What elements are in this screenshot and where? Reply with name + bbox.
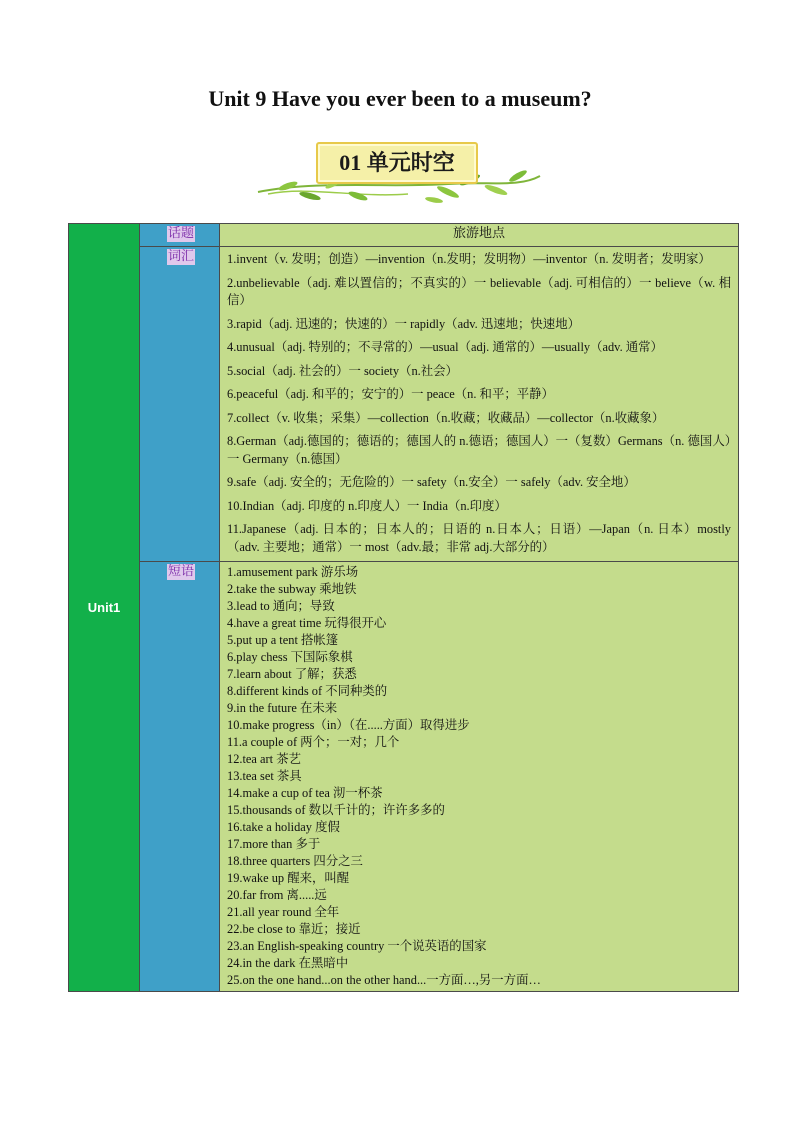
topic-value: 旅游地点 (452, 226, 505, 241)
phrase-item: 7.learn about 了解；获悉 (227, 667, 357, 681)
vocabulary-content-cell (220, 247, 739, 562)
phrase-item: 13.tea set 茶具 (227, 769, 302, 783)
phrase-item: 19.wake up 醒来，叫醒 (227, 871, 350, 885)
phrase-item: 12.tea art 茶艺 (227, 752, 301, 766)
phrase-item: 10.make progress（in）（在.....方面）取得进步 (227, 718, 470, 732)
document-title: Unit 9 Have you ever been to a museum? (208, 86, 592, 111)
vocabulary-item: 8.German（adj.德国的；德语的；德国人的 n.德语；德国人）一（复数）Germans（n. 德国人）一 Germany（n.德国） (227, 434, 731, 466)
unit-cell (69, 224, 140, 992)
phrase-item: 5.put up a tent 搭帐篷 (227, 633, 339, 647)
vocabulary-item: 11.Japanese（adj. 日本的；日本人的；日语的 n.日本人；日语）—Japan（n. 日本）mostly（adv. 主要地；通常）一 most（adv.最；非常 adj.大部分的） (227, 522, 731, 554)
phrase-item: 14.make a cup of tea 沏一杯茶 (227, 786, 383, 800)
phrase-item: 15.thousands of 数以千计的；许许多多的 (227, 803, 445, 817)
phrase-item: 16.take a holiday 度假 (227, 820, 340, 834)
topic-category-cell (140, 224, 220, 247)
phrase-item: 4.have a great time 玩得很开心 (227, 616, 387, 630)
unit-label: Unit1 (87, 600, 121, 615)
vocabulary-item: 1.invent（v. 发明；创造）—invention（n.发明；发明物）—inventor（n. 发明者；发明家） (227, 252, 711, 266)
vocabulary-item: 6.peaceful（adj. 和平的；安宁的）一 peace（n. 和平；平静） (227, 387, 554, 401)
phrase-item: 21.all year round 全年 (227, 905, 340, 919)
phrase-item: 1.amusement park 游乐场 (227, 565, 359, 579)
topic-label: 话题 (168, 226, 195, 241)
vocabulary-item: 3.rapid（adj. 迅速的；快速的）一 rapidly（adv. 迅速地；快速地） (227, 316, 580, 331)
unit-table (68, 223, 739, 992)
phrase-item: 11.a couple of 两个；一对；几个 (227, 735, 400, 749)
topic-content-cell (220, 224, 739, 247)
phrase-item: 22.be close to 靠近；接近 (227, 922, 361, 936)
vocabulary-row (69, 247, 739, 562)
phrase-item: 18.three quarters 四分之三 (227, 854, 363, 868)
vocabulary-label: 词汇 (168, 249, 195, 264)
topic-row (69, 224, 739, 247)
phrase-item: 8.different kinds of 不同种类的 (227, 684, 388, 698)
phrases-category-cell (140, 562, 220, 992)
vocabulary-item: 10.Indian（adj. 印度的 n.印度人）一 India（n.印度） (227, 498, 507, 513)
phrase-item: 6.play chess 下国际象棋 (227, 650, 353, 664)
phrase-item: 25.on the one hand...on the other hand...一方面…,另一方面… (227, 973, 541, 987)
vocabulary-item: 5.social（adj. 社会的）一 society（n.社会） (227, 363, 458, 378)
banner-label: 01 单元时空 (339, 150, 455, 175)
section-banner (248, 136, 548, 212)
vocabulary-item: 2.unbelievable（adj. 难以置信的；不真实的）一 believable（adj. 可相信的）一 believe（w. 相信） (227, 275, 731, 307)
phrase-item: 20.far from 离.....远 (227, 888, 327, 902)
phrase-item: 3.lead to 通向；导致 (227, 599, 335, 613)
phrase-item: 17.more than 多于 (227, 837, 321, 851)
phrases-row (69, 562, 739, 992)
vocabulary-item: 9.safe（adj. 安全的；无危险的）一 safety（n.安全）一 safely（adv. 安全地） (227, 475, 636, 489)
phrases-label: 短语 (168, 564, 195, 579)
phrase-item: 24.in the dark 在黑暗中 (227, 956, 349, 970)
phrase-item: 23.an English-speaking country 一个说英语的国家 (227, 939, 487, 953)
phrase-item: 9.in the future 在未来 (227, 701, 338, 715)
phrase-item: 2.take the subway 乘地铁 (227, 582, 357, 596)
phrases-list (220, 562, 738, 991)
vocabulary-list (220, 247, 738, 561)
phrases-content-cell (220, 562, 739, 992)
vocabulary-category-cell (140, 247, 220, 562)
vocabulary-item: 7.collect（v. 收集；采集）—collection（n.收藏；收藏品）—collector（n.收藏象） (227, 410, 665, 425)
vocabulary-item: 4.unusual（adj. 特别的；不寻常的）—usual（adj. 通常的）—usually（adv. 通常） (227, 340, 663, 354)
